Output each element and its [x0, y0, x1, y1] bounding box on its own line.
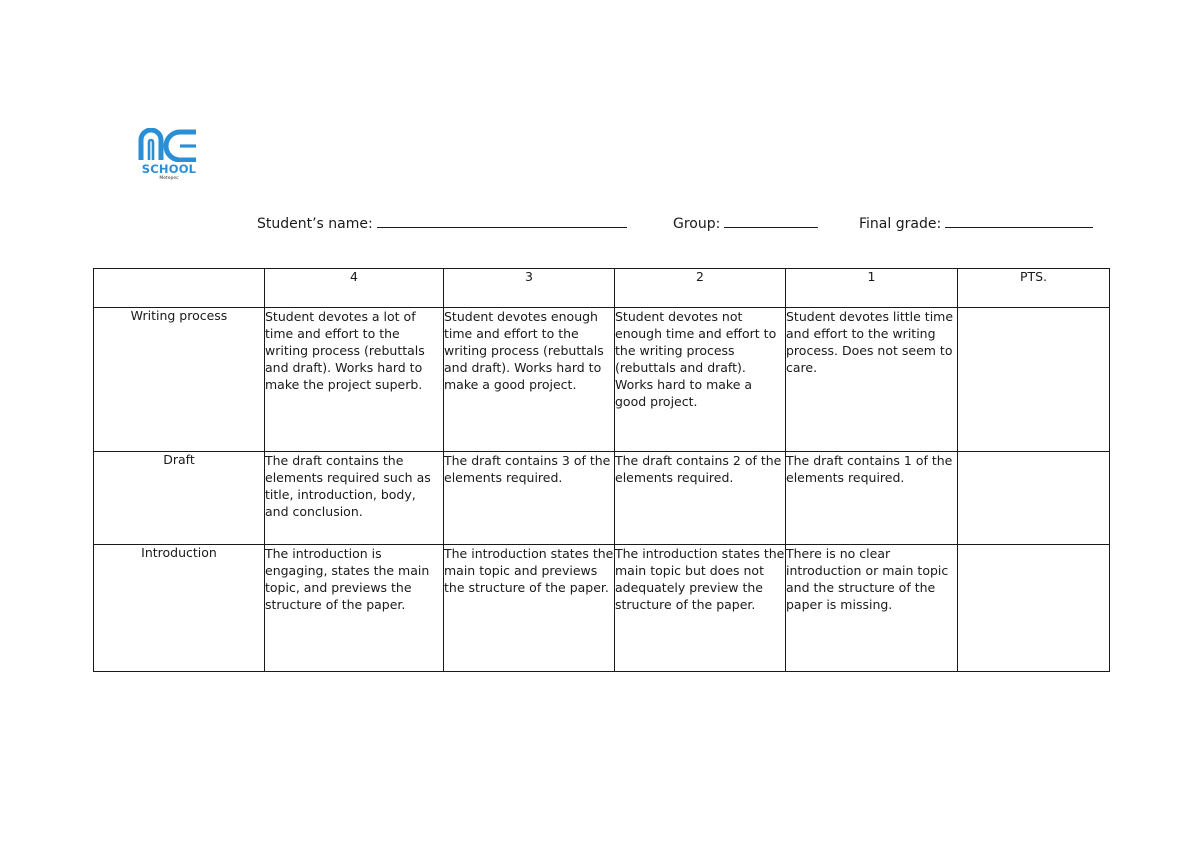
descriptor-cell: Student devotes little time and effort to the writing process. Does not seem to care.	[786, 308, 958, 452]
group-field[interactable]	[673, 213, 818, 232]
descriptor-cell: The draft contains 1 of the elements required.	[786, 452, 958, 545]
group-label: Group:	[673, 216, 721, 232]
table-row	[94, 308, 1110, 452]
descriptor-cell: Student devotes enough time and effort to the writing process (rebuttals and draft). Works hard to make a good project.	[444, 308, 615, 452]
descriptor-cell: The introduction states the main topic but does not adequately preview the structure of the paper.	[615, 545, 786, 672]
descriptor-cell: Student devotes a lot of time and effort to the writing process (rebuttals and draft). Works hard to make the project superb.	[265, 308, 444, 452]
header-cell-2: 2	[615, 269, 786, 308]
final-grade-field[interactable]	[859, 213, 1093, 232]
descriptor-cell: The draft contains 3 of the elements required.	[444, 452, 615, 545]
logo-school-text: SCHOOL	[141, 162, 197, 176]
header-cell-3: 3	[444, 269, 615, 308]
criterion-cell: Introduction	[94, 545, 265, 672]
table-row	[94, 452, 1110, 545]
nc-logo-mark-icon	[138, 128, 200, 162]
descriptor-cell: Student devotes not enough time and effort to the writing process (rebuttals and draft). Works hard to make a good project.	[615, 308, 786, 452]
criterion-cell: Draft	[94, 452, 265, 545]
descriptor-cell: The introduction states the main topic and previews the structure of the paper.	[444, 545, 615, 672]
criterion-cell: Writing process	[94, 308, 265, 452]
student-info-fields	[0, 213, 1200, 233]
header-cell-pts: PTS.	[958, 269, 1110, 308]
header-cell-1: 1	[786, 269, 958, 308]
group-blank[interactable]	[724, 213, 818, 228]
descriptor-cell: The introduction is engaging, states the main topic, and previews the structure of the paper.	[265, 545, 444, 672]
table-row	[94, 545, 1110, 672]
final-grade-blank[interactable]	[945, 213, 1093, 228]
header-cell-criteria	[94, 269, 265, 308]
pts-cell[interactable]	[958, 452, 1110, 545]
school-logo	[138, 128, 202, 188]
rubric-table	[93, 268, 1110, 672]
pts-cell[interactable]	[958, 308, 1110, 452]
descriptor-cell: There is no clear introduction or main topic and the structure of the paper is missing.	[786, 545, 958, 672]
final-grade-label: Final grade:	[859, 216, 942, 232]
header-row	[94, 269, 1110, 308]
student-name-label: Student’s name:	[257, 216, 373, 232]
header-cell-4: 4	[265, 269, 444, 308]
student-name-blank[interactable]	[377, 213, 627, 228]
student-name-field[interactable]	[257, 213, 627, 232]
descriptor-cell: The draft contains the elements required such as title, introduction, body, and conclusion.	[265, 452, 444, 545]
pts-cell[interactable]	[958, 545, 1110, 672]
descriptor-cell: The draft contains 2 of the elements required.	[615, 452, 786, 545]
logo-subtitle: Metepec	[159, 176, 179, 181]
